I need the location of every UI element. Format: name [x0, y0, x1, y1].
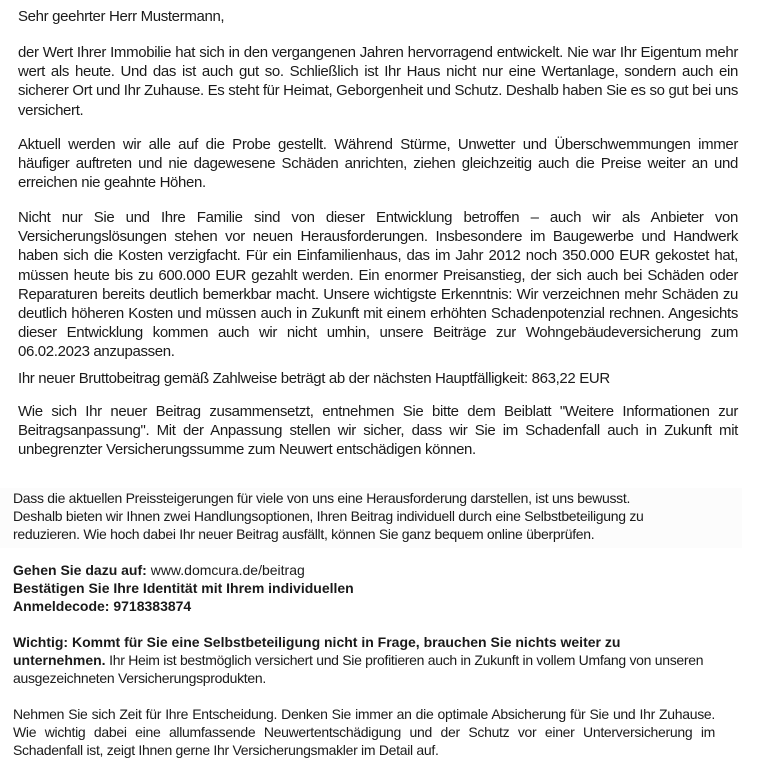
identity-line: Bestätigen Sie Ihre Identität mit Ihrem individuellen	[13, 580, 354, 596]
paragraph-cost-increase: Nicht nur Sie und Ihre Familie sind von dieser Entwicklung betroffen – auch wir als Anbieter von Versicherungslösungen stehen vor neuen Herausforderungen. Insbesondere im Baugewerbe und Handwerk haben sich die Kosten verzigfacht. Für ein Einfamilienhaus, das im Jahr 2012 noch 350.000 EUR gekostet hat, müssen heute bis zu 600.000 EUR gezahlt werden. Ein enormer Preisanstieg, der sich auch bei Schäden oder Reparaturen bereits deutlich bemerkbar macht. Unsere wichtigste Erkenntnis: Wir verzeichnen mehr Schäden zu deutlich höheren Kosten und müssen auch in Zukunft mit einem erhöhten Schadenpotenzial rechnen. Angesichts dieser Entwicklung kommen auch wir nicht umhin, unsere Beiträge zur Wohngebäudeversicherung zum 06.02.2023 anzupassen.	[18, 209, 738, 361]
login-instructions	[13, 561, 715, 615]
paragraph-current-challenges: Aktuell werden wir alle auf die Probe gestellt. Während Stürme, Unwetter und Überschwemmungen immer häufiger auftreten und nie dagewesene Schäden anrichten, ziehen gleichzeitig auch die Preise weiter an und erreichen nie geahnte Höhen.	[18, 136, 738, 192]
paragraph-options	[13, 489, 715, 543]
important-normal-text: Ihr Heim ist bestmöglich versichert und Sie profitieren auch in Zukunft in vollem Umfang von unseren ausgezeichneten Versicherungsprodukten.	[13, 652, 704, 686]
login-code-label: Anmeldecode:	[13, 598, 110, 614]
important-bold-text: Wichtig: Kommt für Sie eine Selbstbeteiligung nicht in Frage, brauchen Sie nichts weiter zu unternehmen.	[13, 634, 621, 668]
options-line: reduzieren. Wie hoch dabei Ihr neuer Beitrag ausfällt, können Sie ganz bequem online überprüfen.	[13, 526, 595, 542]
options-line: Dass die aktuellen Preissteigerungen für viele von uns eine Herausforderung darstellen, ist uns bewusst.	[13, 490, 631, 506]
new-premium-statement: Ihr neuer Bruttobeitrag gemäß Zahlweise beträgt ab der nächsten Hauptfälligkeit: 863,22 EUR	[18, 370, 610, 387]
paragraph-property-value: der Wert Ihrer Immobilie hat sich in den vergangenen Jahren hervorragend entwickelt. Nie war Ihr Eigentum mehr wert als heute. Und das ist auch gut so. Schließlich ist Ihr Haus nicht nur eine Wertanlage, sondern auch ein sicherer Ort und Ihr Zuhause. Es steht für Heimat, Geborgenheit und Schutz. Deshalb haben Sie es so gut bei uns versichert.	[18, 44, 738, 119]
paragraph-important-note	[13, 633, 715, 687]
goto-line	[13, 561, 715, 579]
paragraph-premium-composition: Wie sich Ihr neuer Beitrag zusammensetzt, entnehmen Sie bitte dem Beiblatt "Weitere Informationen zur Beitragsanpassung". Mit der Anpassung stellen wir sicher, dass wir Sie im Schadenfall auch in Zukunft mit unbegrenzter Versicherungssumme zum Neuwert entschädigen können.	[18, 403, 738, 459]
goto-label: Gehen Sie dazu auf:	[13, 562, 147, 578]
paragraph-closing: Nehmen Sie sich Zeit für Ihre Entscheidung. Denken Sie immer an die optimale Absicherung für Sie und Ihr Zuhause. Wie wichtig dabei eine allumfassende Neuwertentschädigung und der Schutz vor einer Unterversicherung im Schadenfall ist, zeigt Ihnen gerne Ihr Versicherungsmakler im Detail auf.	[13, 706, 715, 758]
salutation: Sehr geehrter Herr Mustermann,	[18, 8, 225, 25]
login-code-line	[13, 597, 715, 615]
website-link[interactable]: www.domcura.de/beitrag	[150, 562, 305, 578]
login-code-value: 9718383874	[113, 598, 192, 614]
options-line: Deshalb bieten wir Ihnen zwei Handlungsoptionen, Ihren Beitrag individuell durch eine Selbstbeteiligung zu	[13, 508, 644, 524]
